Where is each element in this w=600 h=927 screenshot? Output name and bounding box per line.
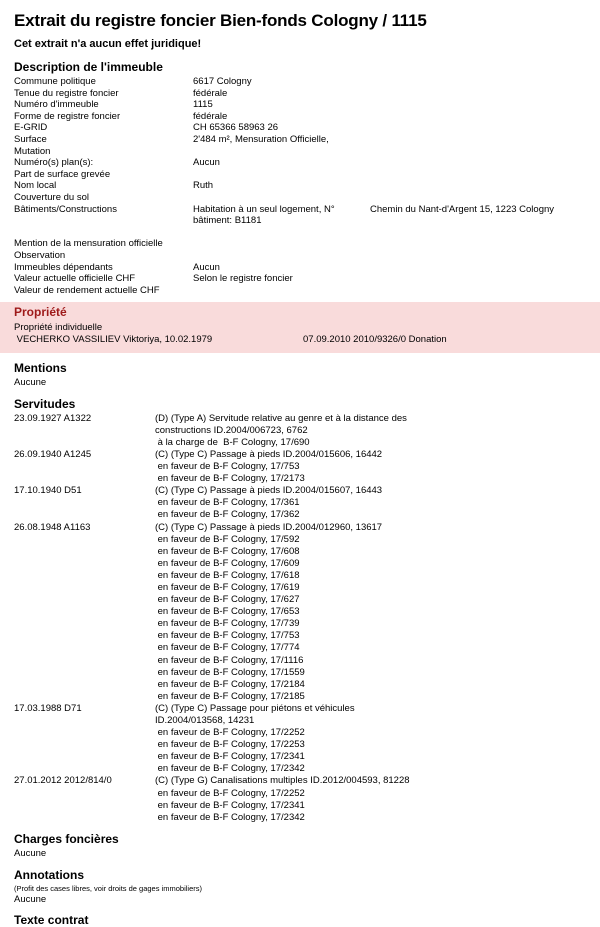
servitude-text: en faveur de B-F Cologny, 17/2341 bbox=[155, 799, 305, 811]
field-label: E-GRID bbox=[14, 122, 48, 134]
servitude-text: (C) (Type C) Passage à pieds ID.2004/015607, 16443 bbox=[155, 485, 383, 497]
charges-foncieres-section bbox=[14, 832, 586, 860]
servitude-row bbox=[14, 679, 586, 691]
servitude-row bbox=[14, 703, 586, 715]
propriete-heading: Propriété bbox=[14, 305, 67, 320]
servitude-text: en faveur de B-F Cologny, 17/753 bbox=[155, 461, 300, 473]
servitude-row bbox=[14, 558, 586, 570]
field-extra-value bbox=[370, 285, 586, 297]
field-label bbox=[14, 227, 193, 239]
servitude-text: à la charge de B-F Cologny, 17/690 bbox=[155, 436, 310, 448]
servitudes-table bbox=[14, 413, 586, 824]
annotations-value: Aucune bbox=[14, 893, 47, 905]
field-extra-value: Chemin du Nant-d'Argent 15, 1223 Cologny bbox=[370, 203, 555, 215]
description-row bbox=[14, 192, 586, 204]
field-label: Numéro(s) plan(s): bbox=[14, 157, 94, 169]
servitude-ref bbox=[14, 618, 155, 630]
field-label: Part de surface grevée bbox=[14, 168, 111, 180]
field-label: Surface bbox=[14, 133, 47, 145]
servitude-row bbox=[14, 630, 586, 642]
servitude-ref bbox=[14, 751, 155, 763]
servitude-ref bbox=[14, 691, 155, 703]
servitude-text: en faveur de B-F Cologny, 17/609 bbox=[155, 557, 300, 569]
field-extra-value bbox=[370, 227, 586, 239]
field-extra-value bbox=[370, 76, 586, 88]
field-value bbox=[193, 250, 370, 262]
description-row bbox=[14, 227, 586, 239]
servitude-row bbox=[14, 461, 586, 473]
description-row bbox=[14, 273, 586, 285]
field-extra-value bbox=[370, 250, 586, 262]
servitude-text: en faveur de B-F Cologny, 17/2184 bbox=[155, 678, 305, 690]
servitude-text: en faveur de B-F Cologny, 17/2342 bbox=[155, 811, 305, 823]
servitude-row bbox=[14, 655, 586, 667]
field-value: Habitation à un seul logement, N° bbox=[193, 203, 335, 215]
charges-foncieres-value: Aucune bbox=[14, 847, 47, 859]
servitude-ref bbox=[14, 558, 155, 570]
description-row bbox=[14, 250, 586, 262]
servitude-text: en faveur de B-F Cologny, 17/2253 bbox=[155, 739, 305, 751]
texte-contrat-heading: Texte contrat bbox=[14, 913, 89, 927]
field-value bbox=[193, 238, 370, 250]
texte-contrat-section bbox=[14, 913, 586, 927]
field-label: Numéro d'immeuble bbox=[14, 99, 99, 111]
field-extra-value bbox=[370, 134, 586, 146]
field-extra-value bbox=[370, 273, 586, 285]
description-row bbox=[14, 88, 586, 100]
field-label: Valeur de rendement actuelle CHF bbox=[14, 284, 160, 296]
servitude-text: en faveur de B-F Cologny, 17/592 bbox=[155, 533, 300, 545]
servitude-row bbox=[14, 739, 586, 751]
servitude-text: en faveur de B-F Cologny, 17/619 bbox=[155, 581, 300, 593]
servitude-text: en faveur de B-F Cologny, 17/774 bbox=[155, 642, 300, 654]
ownership-type: Propriété individuelle bbox=[14, 322, 103, 334]
servitude-text: en faveur de B-F Cologny, 17/362 bbox=[155, 509, 300, 521]
servitude-text: (C) (Type G) Canalisations multiples ID.2012/004593, 81228 bbox=[155, 775, 410, 787]
field-label: Bâtiments/Constructions bbox=[14, 203, 117, 215]
servitude-row bbox=[14, 775, 586, 787]
propriete-section bbox=[0, 302, 600, 353]
field-value: fédérale bbox=[193, 87, 228, 99]
field-value: Aucun bbox=[193, 157, 220, 169]
annotations-note: (Profit des cases libres, voir droits de gages immobiliers) bbox=[14, 883, 202, 893]
servitude-ref bbox=[14, 497, 155, 509]
description-heading: Description de l'immeuble bbox=[14, 60, 163, 74]
servitude-row bbox=[14, 788, 586, 800]
servitude-ref bbox=[14, 715, 155, 727]
servitude-row bbox=[14, 606, 586, 618]
servitude-row bbox=[14, 691, 586, 703]
servitude-row bbox=[14, 763, 586, 775]
servitude-row bbox=[14, 751, 586, 763]
field-value: 1115 bbox=[193, 99, 213, 111]
field-label: Nom local bbox=[14, 180, 57, 192]
servitude-row bbox=[14, 570, 586, 582]
servitude-text: en faveur de B-F Cologny, 17/1559 bbox=[155, 666, 305, 678]
servitude-text: en faveur de B-F Cologny, 17/627 bbox=[155, 594, 300, 606]
mentions-value: Aucune bbox=[14, 376, 47, 388]
field-value bbox=[193, 146, 370, 158]
servitude-row bbox=[14, 497, 586, 509]
field-label: Mutation bbox=[14, 145, 51, 157]
servitude-text: en faveur de B-F Cologny, 17/608 bbox=[155, 545, 300, 557]
servitude-text: (C) (Type C) Passage pour piétons et véhicules bbox=[155, 702, 355, 714]
servitude-row bbox=[14, 546, 586, 558]
field-extra-value bbox=[370, 169, 586, 181]
servitude-row bbox=[14, 667, 586, 679]
servitude-ref bbox=[14, 534, 155, 546]
servitude-row bbox=[14, 715, 586, 727]
servitude-ref bbox=[14, 546, 155, 558]
description-row bbox=[14, 204, 586, 216]
description-row bbox=[14, 157, 586, 169]
field-extra-value bbox=[370, 122, 586, 134]
servitudes-heading: Servitudes bbox=[14, 396, 76, 411]
description-row bbox=[14, 146, 586, 158]
servitude-row bbox=[14, 800, 586, 812]
field-extra-value bbox=[370, 192, 586, 204]
field-value bbox=[193, 227, 370, 239]
field-extra-value bbox=[370, 157, 586, 169]
field-value: Selon le registre foncier bbox=[193, 273, 293, 285]
description-row bbox=[14, 134, 586, 146]
description-row bbox=[14, 238, 586, 250]
field-value: Aucun bbox=[193, 261, 220, 273]
servitude-row bbox=[14, 534, 586, 546]
field-extra-value bbox=[370, 238, 586, 250]
servitude-text: en faveur de B-F Cologny, 17/739 bbox=[155, 618, 300, 630]
servitude-text: en faveur de B-F Cologny, 17/2173 bbox=[155, 473, 305, 485]
field-value bbox=[193, 285, 370, 297]
servitude-text: en faveur de B-F Cologny, 17/618 bbox=[155, 569, 300, 581]
field-label: Valeur actuelle officielle CHF bbox=[14, 273, 136, 285]
field-label: Mention de la mensuration officielle bbox=[14, 238, 163, 250]
servitude-ref bbox=[14, 594, 155, 606]
servitude-ref bbox=[14, 655, 155, 667]
mentions-section bbox=[14, 361, 586, 389]
description-row bbox=[14, 285, 586, 297]
field-value: 6617 Cologny bbox=[193, 76, 252, 87]
servitude-ref bbox=[14, 425, 155, 437]
servitude-ref bbox=[14, 763, 155, 775]
servitude-row bbox=[14, 522, 586, 534]
servitude-text: en faveur de B-F Cologny, 17/2252 bbox=[155, 787, 305, 799]
servitude-text: (C) (Type C) Passage à pieds ID.2004/015606, 16442 bbox=[155, 448, 383, 460]
servitude-text: en faveur de B-F Cologny, 17/2185 bbox=[155, 690, 305, 702]
servitude-ref: 17.10.1940 D51 bbox=[14, 485, 82, 497]
field-value bbox=[193, 192, 370, 204]
servitude-row bbox=[14, 727, 586, 739]
field-label: Couverture du sol bbox=[14, 191, 89, 203]
servitude-text: constructions ID.2004/006723, 6762 bbox=[155, 424, 308, 436]
servitude-text: en faveur de B-F Cologny, 17/1116 bbox=[155, 654, 304, 666]
field-label bbox=[14, 215, 193, 227]
field-label: Immeubles dépendants bbox=[14, 261, 113, 273]
field-extra-value bbox=[370, 262, 586, 274]
servitude-row bbox=[14, 413, 586, 425]
acquisition-info: 07.09.2010 2010/9326/0 Donation bbox=[303, 334, 447, 346]
servitude-ref bbox=[14, 570, 155, 582]
servitude-row bbox=[14, 642, 586, 654]
field-value: Ruth bbox=[193, 180, 214, 192]
description-row bbox=[14, 111, 586, 123]
servitude-text: en faveur de B-F Cologny, 17/2342 bbox=[155, 763, 305, 775]
description-row bbox=[14, 262, 586, 274]
field-label: Forme de registre foncier bbox=[14, 110, 121, 122]
owner-name: VECHERKO VASSILIEV Viktoriya, 10.02.1979 bbox=[14, 334, 213, 346]
servitude-row bbox=[14, 812, 586, 824]
servitude-ref bbox=[14, 473, 155, 485]
annotations-section bbox=[14, 868, 586, 906]
description-row bbox=[14, 99, 586, 111]
field-value: CH 65366 58963 26 bbox=[193, 122, 279, 134]
servitude-ref: 26.09.1940 A1245 bbox=[14, 448, 92, 460]
servitude-ref bbox=[14, 642, 155, 654]
field-extra-value bbox=[370, 180, 586, 192]
servitude-ref bbox=[14, 667, 155, 679]
page-title: Extrait du registre foncier Bien-fonds Cologny / 1115 bbox=[14, 11, 427, 30]
field-extra-value bbox=[370, 88, 586, 100]
servitude-row bbox=[14, 509, 586, 521]
servitude-ref bbox=[14, 606, 155, 618]
servitude-row bbox=[14, 594, 586, 606]
field-extra-value bbox=[370, 111, 586, 123]
servitude-row bbox=[14, 449, 586, 461]
servitude-ref bbox=[14, 461, 155, 473]
servitude-text: en faveur de B-F Cologny, 17/753 bbox=[155, 630, 300, 642]
servitude-ref: 23.09.1927 A1322 bbox=[14, 412, 92, 424]
description-row bbox=[14, 76, 586, 88]
description-row bbox=[14, 169, 586, 181]
description-row bbox=[14, 180, 586, 192]
servitude-row bbox=[14, 618, 586, 630]
annotations-heading: Annotations bbox=[14, 867, 84, 882]
servitude-ref bbox=[14, 582, 155, 594]
servitude-row bbox=[14, 437, 586, 449]
servitude-ref: 27.01.2012 2012/814/0 bbox=[14, 775, 112, 787]
servitude-ref bbox=[14, 800, 155, 812]
field-extra-value bbox=[370, 146, 586, 158]
field-value: fédérale bbox=[193, 110, 228, 122]
field-label: Tenue du registre foncier bbox=[14, 87, 119, 99]
field-label: Commune politique bbox=[14, 76, 96, 87]
servitude-text: en faveur de B-F Cologny, 17/361 bbox=[155, 497, 300, 509]
owner-row bbox=[14, 334, 586, 346]
mentions-heading: Mentions bbox=[14, 360, 67, 375]
legal-disclaimer: Cet extrait n'a aucun effet juridique! bbox=[14, 38, 202, 50]
servitude-ref bbox=[14, 727, 155, 739]
field-extra-value bbox=[370, 215, 586, 227]
field-value: bâtiment: B1181 bbox=[193, 215, 262, 227]
servitude-text: (C) (Type C) Passage à pieds ID.2004/012960, 13617 bbox=[155, 521, 383, 533]
servitude-row bbox=[14, 582, 586, 594]
field-value: 2'484 m², Mensuration Officielle, bbox=[193, 133, 329, 145]
description-row bbox=[14, 215, 586, 227]
servitude-ref bbox=[14, 630, 155, 642]
servitude-ref: 26.08.1948 A1163 bbox=[14, 521, 91, 533]
servitude-text: en faveur de B-F Cologny, 17/653 bbox=[155, 606, 300, 618]
servitude-ref bbox=[14, 788, 155, 800]
field-value bbox=[193, 169, 370, 181]
servitude-text: ID.2004/013568, 14231 bbox=[155, 715, 255, 727]
charges-foncieres-heading: Charges foncières bbox=[14, 831, 119, 846]
servitude-row bbox=[14, 425, 586, 437]
servitude-ref bbox=[14, 739, 155, 751]
servitude-ref bbox=[14, 437, 155, 449]
field-label: Observation bbox=[14, 249, 66, 261]
servitude-ref bbox=[14, 679, 155, 691]
description-row bbox=[14, 122, 586, 134]
servitude-row bbox=[14, 485, 586, 497]
description-section bbox=[14, 60, 586, 296]
field-extra-value bbox=[370, 99, 586, 111]
servitude-ref: 17.03.1988 D71 bbox=[14, 702, 82, 714]
servitude-text: en faveur de B-F Cologny, 17/2341 bbox=[155, 751, 305, 763]
servitude-row bbox=[14, 473, 586, 485]
servitude-text: (D) (Type A) Servitude relative au genre et à la distance des bbox=[155, 412, 407, 424]
servitude-ref bbox=[14, 812, 155, 824]
servitudes-section bbox=[14, 397, 586, 824]
servitude-text: en faveur de B-F Cologny, 17/2252 bbox=[155, 727, 305, 739]
servitude-ref bbox=[14, 509, 155, 521]
